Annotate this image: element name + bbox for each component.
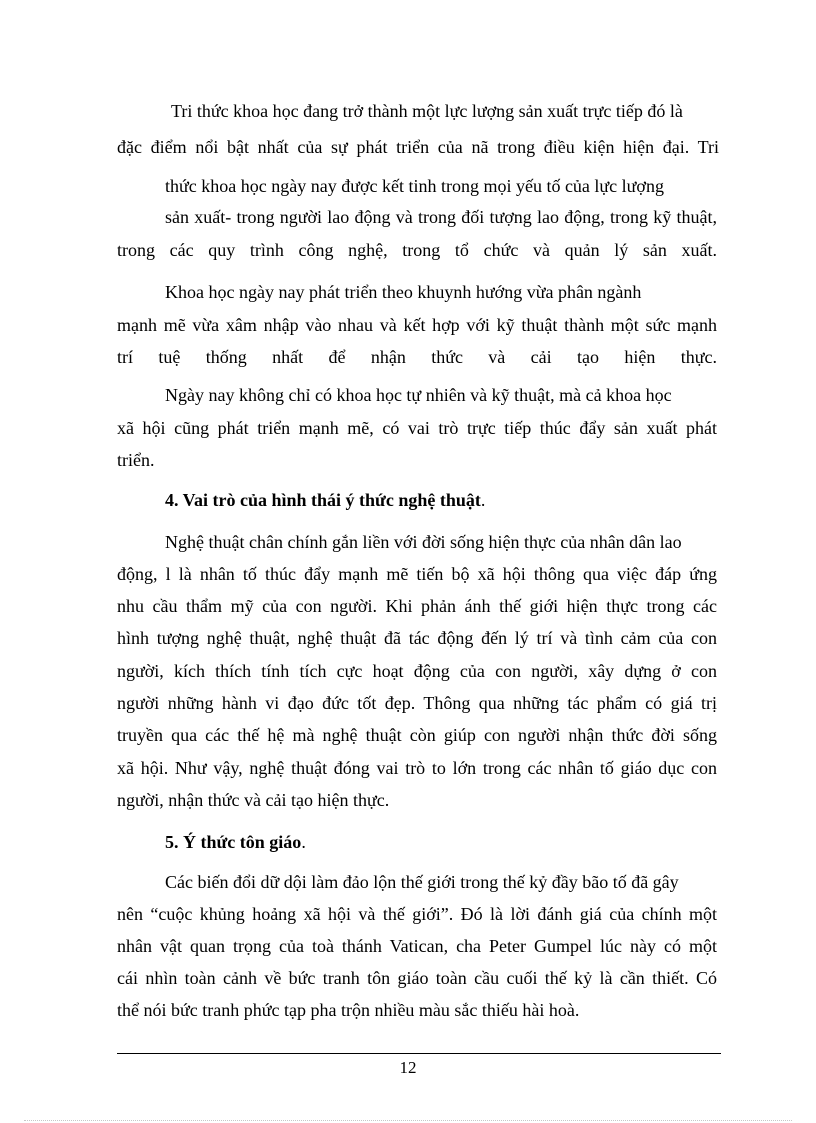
heading-period: . bbox=[301, 832, 306, 852]
text-line: cái nhìn toàn cảnh về bức tranh tôn giáo toàn cầu cuối thế kỷ là cần thiết. Có bbox=[117, 968, 717, 988]
text-line: trong các quy trình công nghệ, trong tổ chức và quản lý sản xuất. bbox=[117, 240, 717, 260]
text-line: truyền qua các thế hệ mà nghệ thuật còn giúp con người nhận thức đời sống bbox=[117, 725, 717, 745]
text-line: mạnh mẽ vừa xâm nhập vào nhau và kết hợp với kỹ thuật thành một sức mạnh bbox=[117, 315, 717, 335]
section-heading bbox=[165, 830, 306, 854]
text-line: Nghệ thuật chân chính gắn liền với đời sống hiện thực của nhân dân lao bbox=[165, 532, 682, 552]
text-line: nhân vật quan trọng của toà thánh Vatican, cha Peter Gumpel lúc này có một bbox=[117, 936, 717, 956]
text-line: Ngày nay không chỉ có khoa học tự nhiên và kỹ thuật, mà cả khoa học bbox=[165, 385, 672, 405]
page-edge-dotted-line bbox=[24, 1120, 792, 1121]
section-heading-text: 4. Vai trò của hình thái ý thức nghệ thuật bbox=[165, 490, 481, 510]
text-line: người những hành vi đạo đức tốt đẹp. Thông qua những tác phẩm có giá trị bbox=[117, 693, 717, 713]
section-heading bbox=[165, 488, 485, 512]
text-line: động, l là nhân tố thúc đẩy mạnh mẽ tiến bộ xã hội thông qua việc đáp ứng bbox=[117, 564, 717, 584]
text-line: xã hội. Như vậy, nghệ thuật đóng vai trò to lớn trong các nhân tố giáo dục con bbox=[117, 758, 717, 778]
text-line: người, nhận thức và cải tạo hiện thực. bbox=[117, 790, 390, 810]
section-heading-text: 5. Ý thức tôn giáo bbox=[165, 832, 302, 852]
text-line: hình tượng nghệ thuật, nghệ thuật đã tác động đến lý trí và tình cảm của con bbox=[117, 628, 717, 648]
text-line: nên “cuộc khủng hoảng xã hội và thế giới”. Đó là lời đánh giá của chính một bbox=[117, 904, 717, 924]
text-line: Các biến đổi dữ dội làm đảo lộn thế giới trong thế kỷ đầy bão tố đã gây bbox=[165, 872, 679, 892]
text-line: đặc điểm nổi bật nhất của sự phát triển của nã trong điều kiện hiện đại. Tri bbox=[117, 137, 719, 157]
heading-period: . bbox=[480, 490, 486, 510]
text-line: xã hội cũng phát triển mạnh mẽ, có vai trò trực tiếp thúc đẩy sản xuất phát bbox=[117, 418, 717, 438]
page-number: 12 bbox=[399, 1058, 417, 1077]
footer-rule bbox=[117, 1053, 721, 1054]
text-line: Tri thức khoa học đang trở thành một lực lượng sản xuất trực tiếp đó là bbox=[171, 101, 683, 121]
text-line: thể nói bức tranh phức tạp pha trộn nhiều màu sắc thiếu hài hoà. bbox=[117, 1000, 580, 1020]
text-line: trí tuệ thống nhất để nhận thức và cải tạo hiện thực. bbox=[117, 347, 717, 367]
text-line: Khoa học ngày nay phát triển theo khuynh hướng vừa phân ngành bbox=[165, 282, 642, 302]
text-line: triển. bbox=[117, 450, 155, 470]
text-line: người, kích thích tính tích cực hoạt động của con người, xây dựng ở con bbox=[117, 661, 717, 681]
text-line: sản xuất- trong người lao động và trong đối tượng lao động, trong kỹ thuật, bbox=[165, 207, 717, 227]
text-line: nhu cầu thẩm mỹ của con người. Khi phản ánh thế giới hiện thực trong các bbox=[117, 596, 717, 616]
text-line: thức khoa học ngày nay được kết tinh trong mọi yếu tố của lực lượng bbox=[165, 176, 664, 196]
